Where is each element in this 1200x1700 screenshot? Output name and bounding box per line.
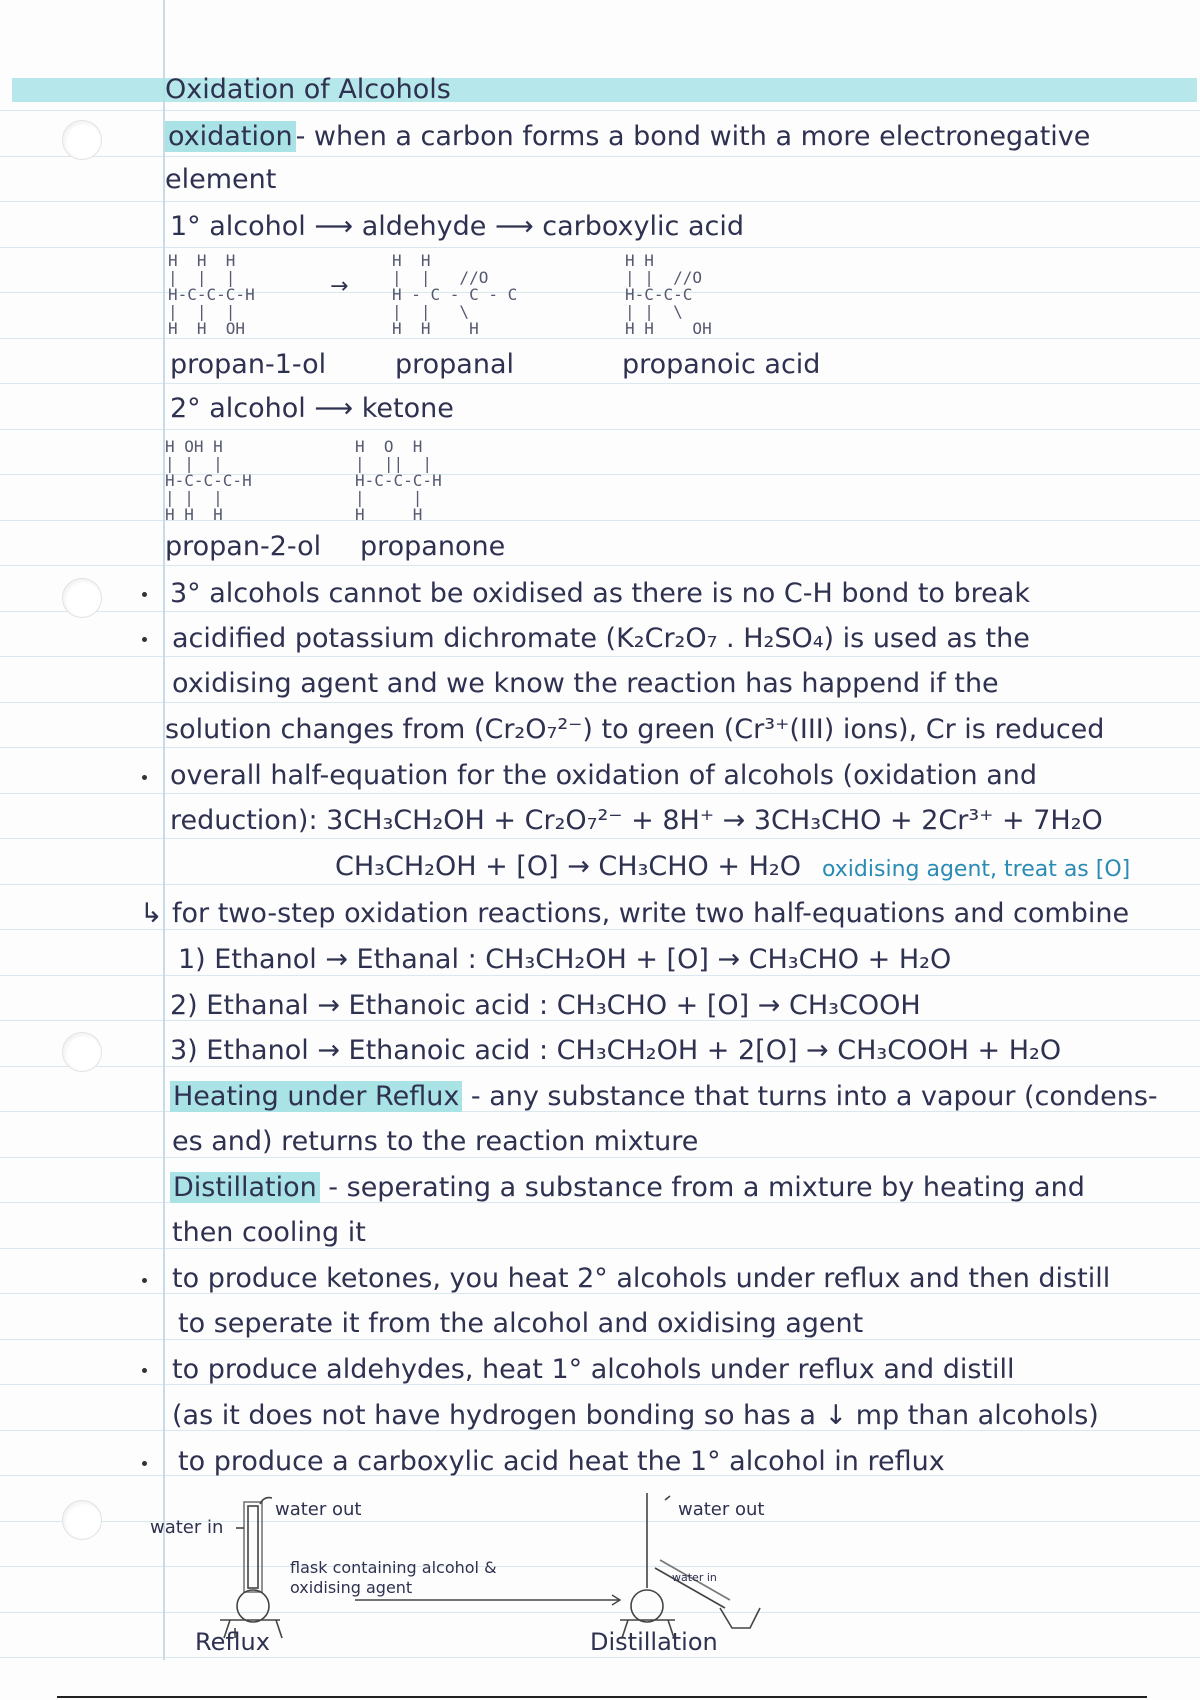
bullet-half-equation: overall half-equation for the oxidation of alcohols (oxidation and <box>170 760 1038 791</box>
bullet-dichromate: acidified potassium dichromate (K₂Cr₂O₇ . H₂SO₄) is used as the <box>172 623 1030 654</box>
ruled-line <box>0 429 1200 430</box>
punch-hole <box>62 578 102 618</box>
caption-reflux: Reflux <box>195 1628 270 1656</box>
reflux-condenser <box>248 1506 258 1588</box>
reflux-apparatus <box>220 1498 282 1638</box>
oxidation-definition <box>165 120 1090 154</box>
scheme-ketone: ketone <box>361 393 454 424</box>
definition-text: - when a carbon forms a bond with a more electronegative <box>295 121 1091 152</box>
arrow-icon: ⟶ <box>314 393 362 424</box>
ruled-line <box>0 747 1200 748</box>
structure-propanone: H O H | || | H-C-C-C-H | | H H <box>355 437 442 524</box>
ruled-line <box>0 656 1200 657</box>
term-distillation: Distillation <box>170 1172 320 1203</box>
definition-continuation: element <box>165 164 277 195</box>
ruled-line <box>0 338 1200 339</box>
bullet-point <box>142 1368 147 1373</box>
ruled-line <box>0 793 1200 794</box>
structure-propan-2-ol: H OH H | | | H-C-C-C-H | | | H H H <box>165 437 252 524</box>
bullet-point <box>142 592 147 597</box>
return-arrow-icon: ↳ <box>140 898 163 929</box>
simplified-equation: CH₃CH₂OH + [O] → CH₃CHO + H₂O <box>335 851 801 882</box>
bullet-dichromate-cont2: solution changes from (Cr₂O₇²⁻) to green (Cr³⁺(III) ions), Cr is reduced <box>165 714 1105 745</box>
term-oxidation: oxidation <box>165 121 296 152</box>
step-3: 3) Ethanol → Ethanoic acid : CH₃CH₂OH + 2[O] → CH₃COOH + H₂O <box>170 1035 1062 1066</box>
ruled-line <box>0 156 1200 157</box>
scheme-secondary-alcohol: 2° alcohol <box>170 393 306 424</box>
label-flask: flask containing alcohol & oxidising agent <box>290 1558 497 1597</box>
ruled-line <box>0 838 1200 839</box>
collection-flask <box>720 1608 760 1628</box>
secondary-scheme <box>170 392 454 426</box>
term-reflux: Heating under Reflux <box>170 1081 462 1112</box>
name-propanoic-acid: propanoic acid <box>622 349 821 380</box>
label-water-out-left: water out <box>275 1499 362 1520</box>
punch-hole <box>62 120 102 160</box>
produce-ketones: to produce ketones, you heat 2° alcohols under reflux and then distill <box>172 1263 1111 1294</box>
water-out-arrow-icon <box>665 1496 670 1500</box>
margin-line <box>163 0 165 1660</box>
scheme-aldehyde: aldehyde <box>361 211 487 242</box>
distillation-flask <box>631 1590 663 1622</box>
produce-carboxylic-acid: to produce a carboxylic acid heat the 1° alcohol in reflux <box>178 1446 945 1477</box>
arrow-icon: → <box>330 274 349 299</box>
ruled-line <box>0 110 1200 111</box>
reflux-continuation: es and) returns to the reaction mixture <box>172 1126 699 1157</box>
name-propan-2-ol: propan-2-ol <box>165 531 322 562</box>
ruled-line <box>0 247 1200 248</box>
ruled-line <box>0 611 1200 612</box>
bottom-rule <box>57 1696 1147 1698</box>
tripod-leg <box>276 1620 282 1638</box>
ruled-line <box>0 565 1200 566</box>
reflux-definition <box>170 1080 1158 1114</box>
bullet-point <box>142 1278 147 1283</box>
bullet-point <box>142 1461 147 1466</box>
distillation-text: - seperating a substance from a mixture by heating and <box>319 1172 1085 1203</box>
name-propanone: propanone <box>360 531 506 562</box>
step-2: 2) Ethanal → Ethanoic acid : CH₃CHO + [O] → CH₃COOH <box>170 990 921 1021</box>
produce-ketones-cont: to seperate it from the alcohol and oxidising agent <box>178 1308 864 1339</box>
ruled-line <box>0 201 1200 202</box>
caption-distillation: Distillation <box>590 1628 718 1656</box>
ruled-line <box>0 383 1200 384</box>
condenser-jacket <box>244 1502 262 1592</box>
label-water-in-right: water in <box>672 1571 717 1584</box>
distillation-continuation: then cooling it <box>172 1217 366 1248</box>
name-propan-1-ol: propan-1-ol <box>170 349 327 380</box>
simplified-note: oxidising agent, treat as [O] <box>822 857 1131 882</box>
distillation-definition <box>170 1171 1085 1205</box>
reflux-flask <box>237 1590 269 1622</box>
arrow-icon: ⟶ <box>494 211 543 242</box>
page-title: Oxidation of Alcohols <box>165 74 451 105</box>
scheme-carboxylic-acid: carboxylic acid <box>542 211 744 242</box>
scheme-primary-alcohol: 1° alcohol <box>170 211 306 242</box>
label-water-out-right: water out <box>678 1499 765 1520</box>
punch-hole <box>62 1032 102 1072</box>
two-step-intro: for two-step oxidation reactions, write two half-equations and combine <box>172 898 1130 929</box>
structure-propanoic-acid: H H | | //O H-C-C-C | | \ H H OH <box>625 251 712 338</box>
bullet-dichromate-cont: oxidising agent and we know the reaction has happend if the <box>172 668 999 699</box>
structure-propan-1-ol: H H H | | | H-C-C-C-H | | | H H OH <box>168 251 255 338</box>
step-1: 1) Ethanol → Ethanal : CH₃CH₂OH + [O] → CH₃CHO + H₂O <box>178 944 952 975</box>
structure-propanal: H H | | //O H - C - C - C | | \ H H H <box>392 251 518 338</box>
bullet-point <box>142 775 147 780</box>
primary-scheme <box>170 210 744 244</box>
produce-aldehydes: to produce aldehydes, heat 1° alcohols under reflux and distill <box>172 1354 1015 1385</box>
label-water-in: water in <box>150 1517 224 1538</box>
name-propanal: propanal <box>395 349 515 380</box>
produce-aldehydes-cont: (as it does not have hydrogen bonding so has a ↓ mp than alcohols) <box>172 1400 1099 1431</box>
ruled-line <box>0 702 1200 703</box>
overall-equation: reduction): 3CH₃CH₂OH + Cr₂O₇²⁻ + 8H⁺ → 3CH₃CHO + 2Cr³⁺ + 7H₂O <box>170 805 1103 836</box>
reflux-text: - any substance that turns into a vapour (condens- <box>462 1081 1158 1112</box>
arrow-icon: ⟶ <box>314 211 362 242</box>
punch-hole <box>62 1500 102 1540</box>
bullet-tertiary: 3° alcohols cannot be oxidised as there is no C-H bond to break <box>170 578 1030 609</box>
bullet-point <box>142 637 147 642</box>
